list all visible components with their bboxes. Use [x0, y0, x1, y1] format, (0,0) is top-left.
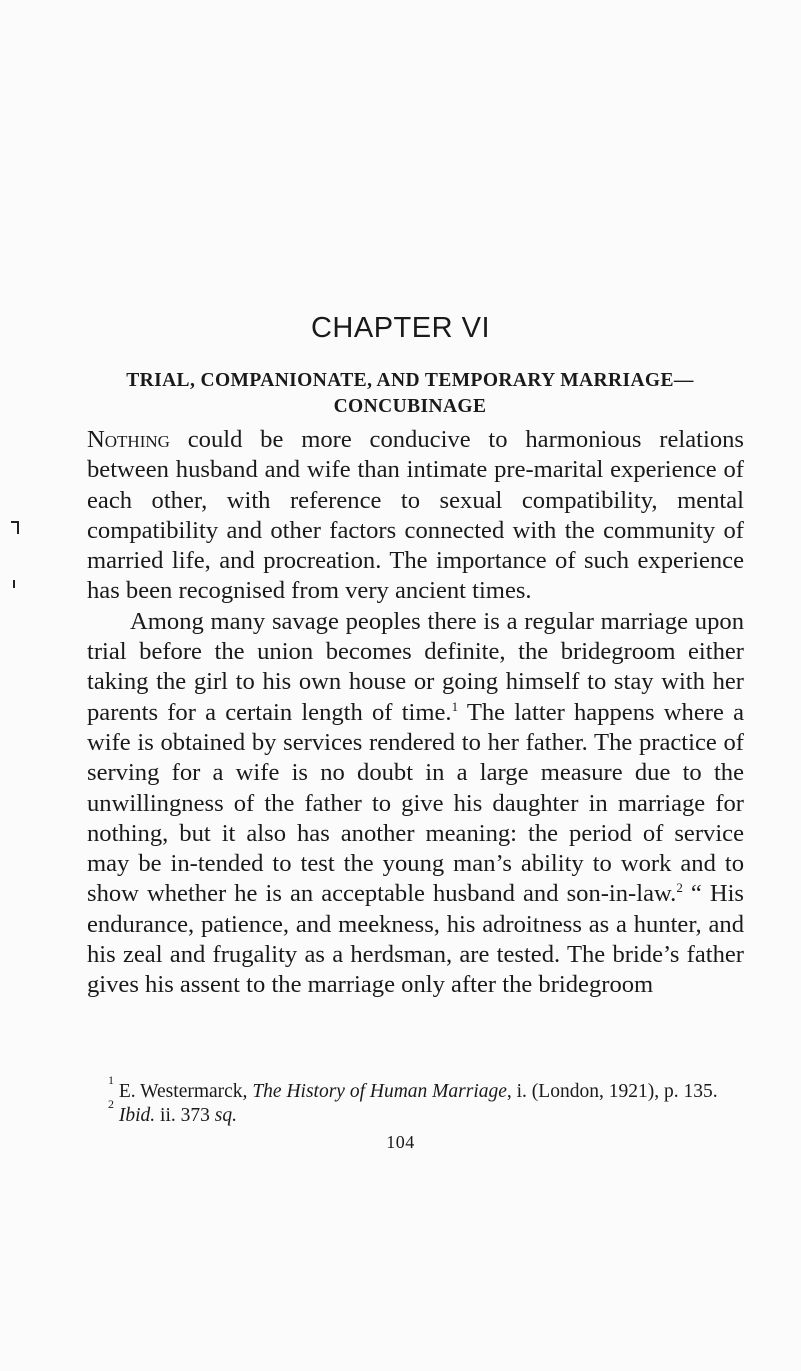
footnote-1-author: E. Westermarck,: [114, 1081, 253, 1102]
paragraph-2-part-3: “ His endurance, patience, and meekness, his adroitness as a hunter, and his zeal and frugality as a herdsman, are tested. The bride’s father gives his assent to the marriage only after the bridegroom: [87, 880, 744, 999]
paragraph-2-part-1: Among many savage peoples there is a regular marriage upon trial before the union becomes definite, the bridegroom either taking the girl to his own house or going himself to stay with her parents for a certain length of time.: [87, 607, 744, 726]
footnote-2-ibid: Ibid.: [114, 1105, 156, 1126]
footnotes: [87, 1072, 744, 1128]
footnote-1-number: 1: [108, 1072, 114, 1087]
footnote-1-work: The History of Human Marriage: [252, 1081, 507, 1102]
footnote-2-number: 2: [108, 1096, 114, 1111]
chapter-title: CHAPTER VI: [310, 312, 491, 344]
paragraph-2: [87, 607, 744, 1001]
chapter-subtitle: TRIAL, COMPANIONATE, AND TEMPORARY MARRIAGE— CONCUBINAGE: [126, 370, 694, 417]
footnote-1-rest: , i. (London, 1921), p. 135.: [506, 1081, 718, 1102]
paragraph-1: [87, 425, 744, 607]
footnote-2-mid: ii. 373: [155, 1105, 215, 1126]
margin-bracket-mark: [8, 520, 22, 590]
footnote-ref-2[interactable]: 2: [676, 880, 683, 896]
paragraph-1-text: could be more conducive to harmonious relations between husband and wife than intimate pre-marital experience of each other, with reference to sexual compatibility, mental compatibility and other factors connected with the community of married life, and procreation. The importance of such experience has been recognised from very ancient times.: [87, 426, 744, 605]
footnote-1: [87, 1072, 744, 1104]
page-number: 104: [386, 1132, 415, 1152]
lead-word: Nothing: [87, 426, 170, 453]
footnote-2-sq: sq.: [214, 1105, 237, 1126]
paragraph-2-part-2: The latter happens where a wife is obtained by services rendered to her father. The practice of serving for a wife is no doubt in a large measure due to the unwillingness of the father to give his daughter in marriage for nothing, but it also has another meaning: the period of service may be in-tended to test the young man’s ability to work and to show whether he is an acceptable husband and son-in-law.: [87, 698, 745, 908]
body-text: [87, 425, 744, 1001]
footnote-ref-1[interactable]: 1: [451, 698, 459, 714]
footnote-2: [87, 1096, 744, 1128]
